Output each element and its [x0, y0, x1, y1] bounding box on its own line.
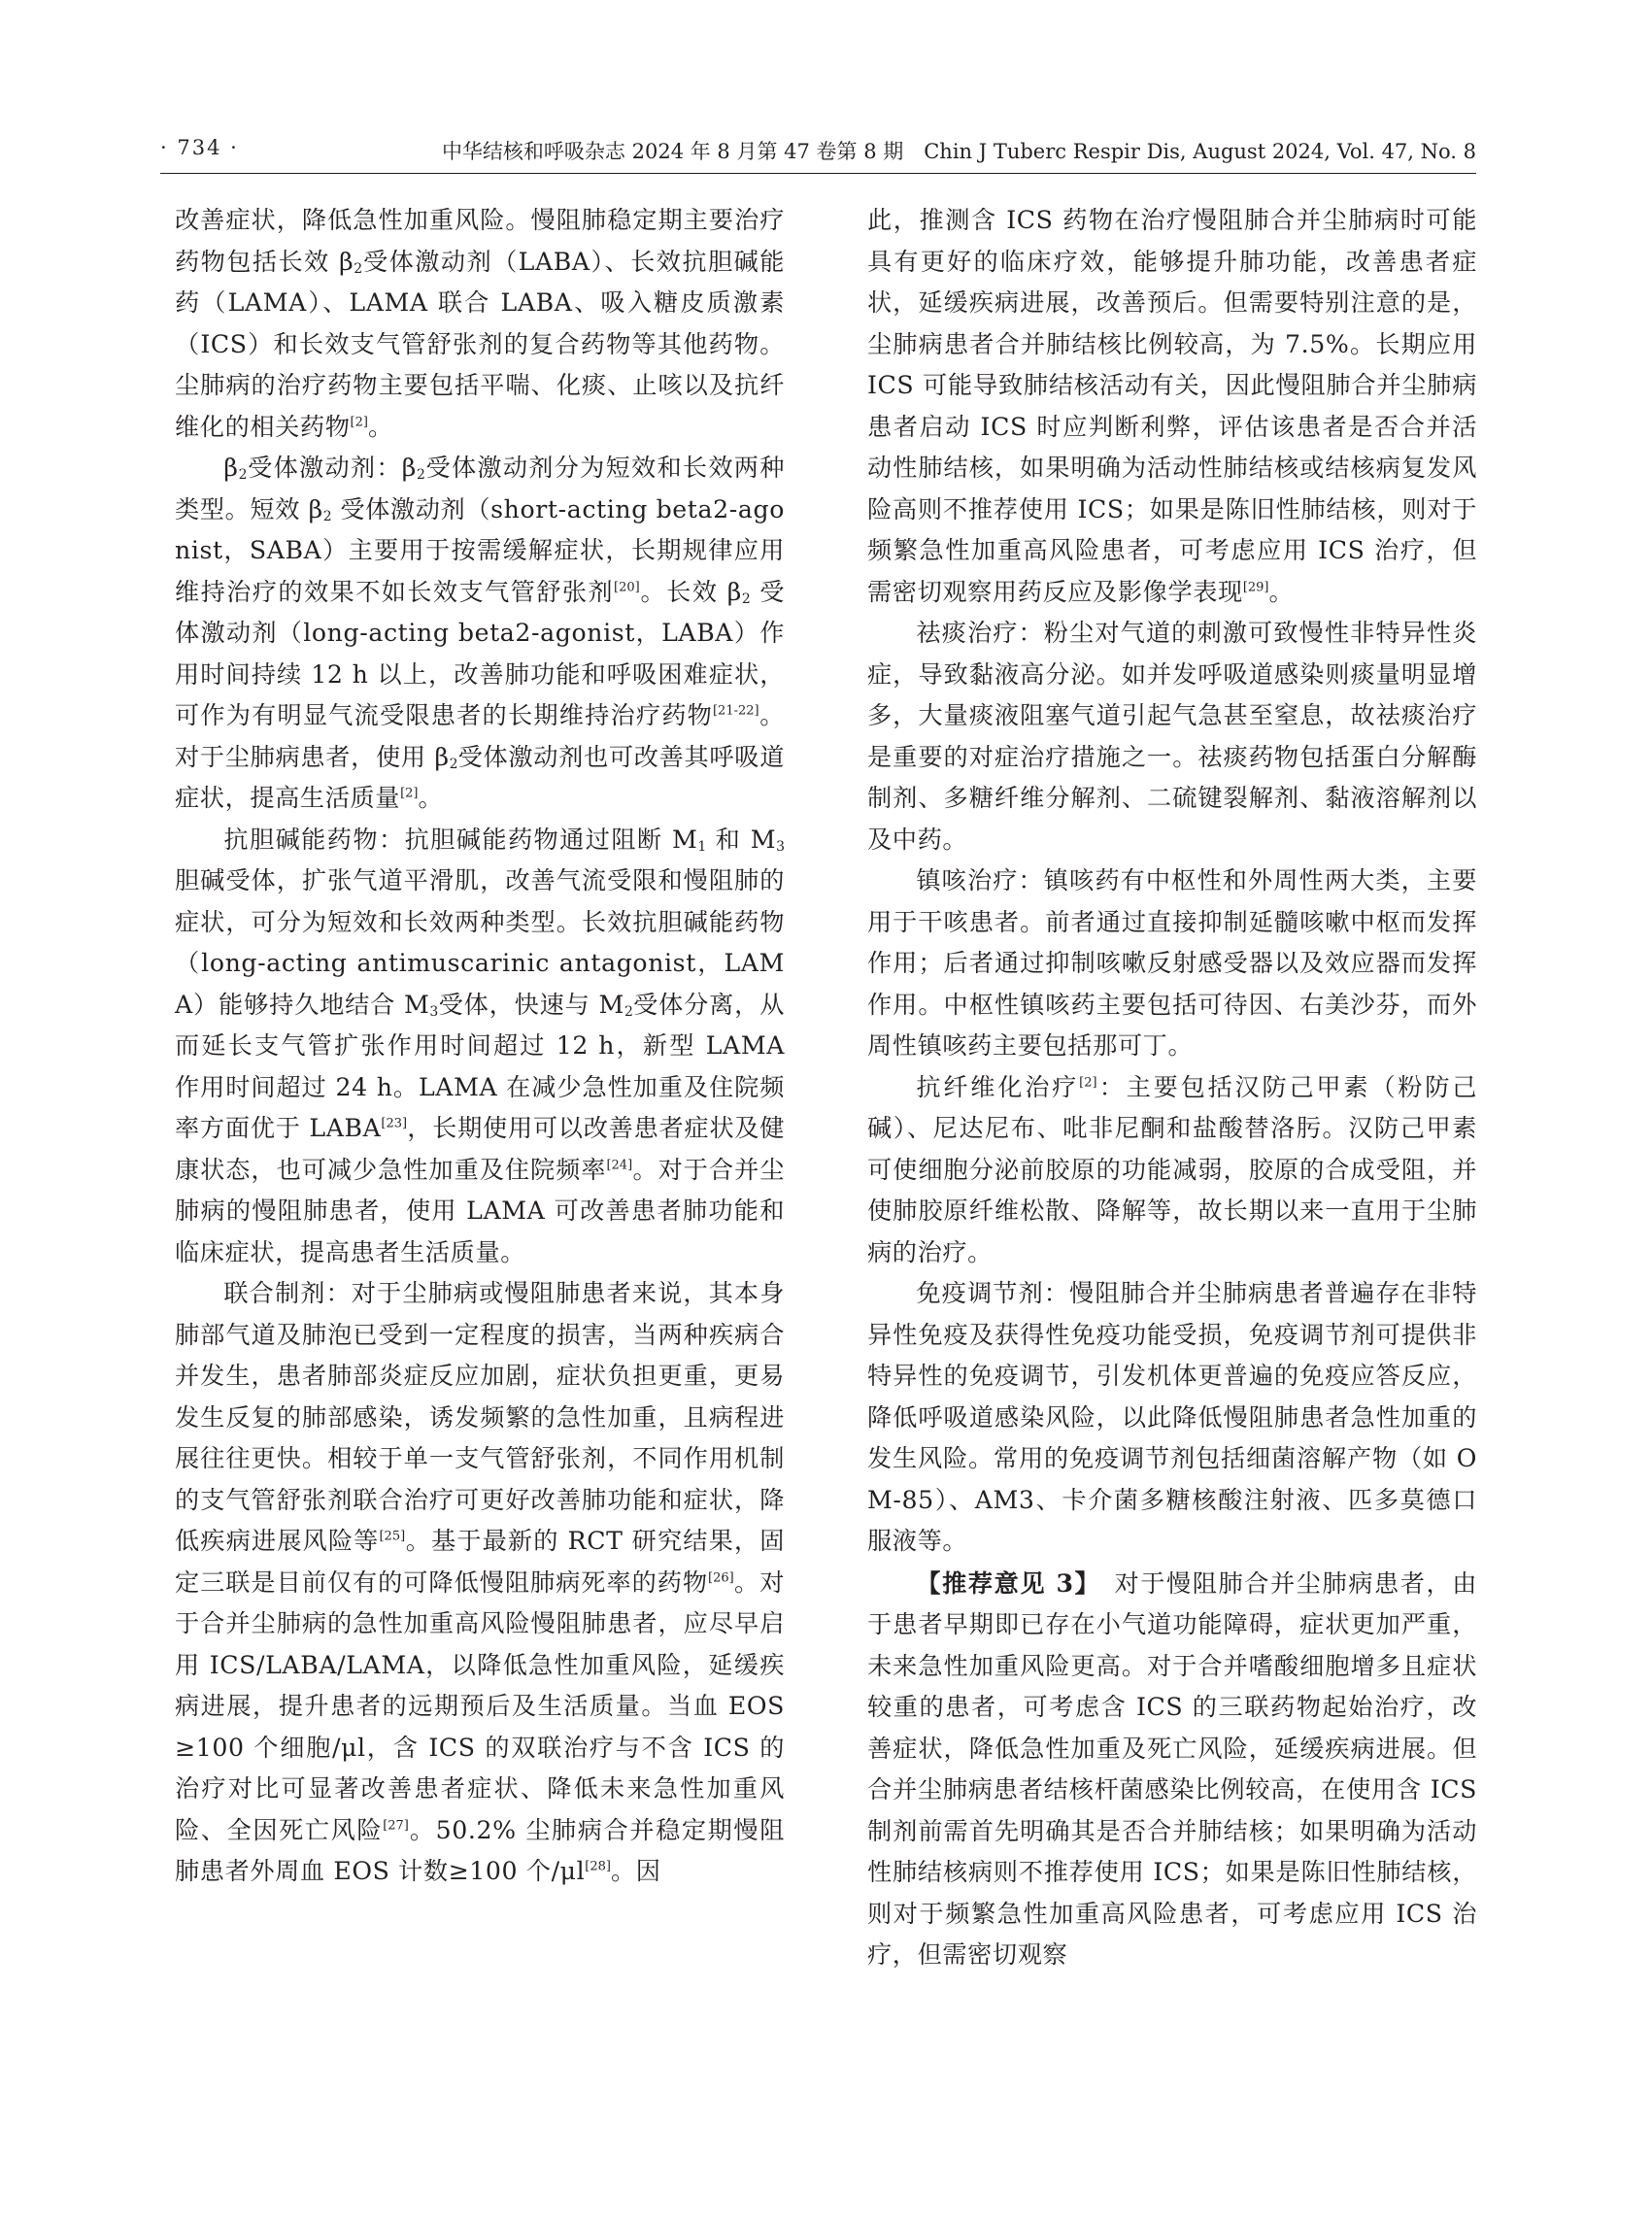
paragraph-treatment-intro: 改善症状，降低急性加重风险。慢阻肺稳定期主要治疗药物包括长效 $\beta_2$受体激动剂（LABA）、长效抗胆碱能药（LAMA）、LAMA 联合 LABA、吸入糖皮质激素（ICS）和长效支气管舒张剂的复合药物等其他药物。尘肺病的治疗药物主要包括平喘、化痰、止咳以及抗纤维化的相关药物[2]。 [175, 206, 785, 441]
paragraph-ics-continued: 此，推测含 ICS 药物在治疗慢阻肺合并尘肺病时可能具有更好的临床疗效，能够提升肺功能，改善患者症状，延缓疾病进展，改善预后。但需要特别注意的是，尘肺病患者合并肺结核比例较高，为 7.5%。长期应用 ICS 可能导致肺结核活动有关，因此慢阻肺合并尘肺病患者启动 ICS 时应判断利弊，评估该患者是否合并活动性肺结核，如果明确为活动性肺结核或结核病复发风险高则不推荐使用 ICS；如果是陈旧性肺结核，则对于频繁急性加重高风险患者，可考虑应用 ICS 治疗，但需密切观察用药反应及影像学表现[29]。 [867, 206, 1477, 606]
citation: [28] [585, 1859, 611, 1874]
running-header [160, 134, 1476, 174]
citation: [2] [350, 414, 368, 429]
citation: [21-22] [712, 703, 759, 719]
paragraph-beta2-agonists: $\beta_2$受体激动剂：$\beta_2$受体激动剂分为短效和长效两种类型。短效 $\beta_2$ 受体激动剂（short-acting beta2-agonist，SABA）主要用于按需缓解症状，长期规律应用维持治疗的效果不如长效支气管舒张剂[20]。长效 $\beta_2$ 受体激动剂（long-acting beta2-agonist，LABA）作用时间持续 12 h 以上，改善肺功能和呼吸困难症状，可作为有明显气流受限患者的长期维持治疗药物[21-22]。对于尘肺病患者，使用 $\beta_2$受体激动剂也可改善其呼吸道症状，提高生活质量[2]。 [175, 454, 785, 812]
paragraph-recommendation-3: 【推荐意见 3】 对于慢阻肺合并尘肺病患者，由于患者早期即已存在小气道功能障碍，症状更加严重，未来急性加重风险更高。对于合并嗜酸细胞增多且症状较重的患者，可考虑含 ICS 的三联药物起始治疗，改善症状，降低急性加重及死亡风险，延缓疾病进展。但合并尘肺病患者结核杆菌感染比例较高，在使用含 ICS 制剂前需首先明确其是否合并肺结核；如果明确为活动性肺结核病则不推荐使用 ICS；如果是陈旧性肺结核，则对于频繁急性加重高风险患者，可考虑应用 ICS 治疗，但需密切观察 [867, 1568, 1478, 1969]
citation: [23] [381, 1116, 408, 1131]
paragraph-expectorant: 祛痰治疗：粉尘对气道的刺激可致慢性非特异性炎症，导致黏液高分泌。如并发呼吸道感染则痰量明显增多，大量痰液阻塞气道引起气急甚至窒息，故祛痰治疗是重要的对症治疗措施之一。祛痰药物包括蛋白分解酶制剂、多糖纤维分解剂、二硫键裂解剂、黏液溶解剂以及中药。 [867, 619, 1477, 854]
citation: [2] [1079, 1074, 1097, 1090]
paragraph-immunomodulator: 免疫调节剂：慢阻肺合并尘肺病患者普遍存在非特异性免疫及获得性免疫功能受损，免疫调节剂可提供非特异性的免疫调节，引发机体更普遍的免疫应答反应，降低呼吸道感染风险，以此降低慢阻肺患者急性加重的发生风险。常用的免疫调节剂包括细菌溶解产物（如 OM-85）、AM3、卡介菌多糖核酸注射液、匹多莫德口服液等。 [867, 1279, 1477, 1555]
right-column [867, 200, 1477, 1976]
citation: [24] [606, 1157, 633, 1172]
citation: [20] [614, 579, 640, 594]
citation: [26] [708, 1569, 734, 1585]
citation: [27] [383, 1817, 409, 1833]
journal-citation: 中华结核和呼吸杂志 2024 年 8 月第 47 卷第 8 期 Chin J Tuberc Respir Dis, August 2024, Vol. 47, No. 8 [441, 140, 1476, 163]
paragraph-combination-therapy: 联合制剂：对于尘肺病或慢阻肺患者来说，其本身肺部气道及肺泡已受到一定程度的损害，当两种疾病合并发生，患者肺部炎症反应加剧，症状负担更重，更易发生反复的肺部感染，诱发频繁的急性加重，且病程进展往往更快。相较于单一支气管舒张剂，不同作用机制的支气管舒张剂联合治疗可更好改善肺功能和症状，降低疾病进展风险等[25]。基于最新的 RCT 研究结果，固定三联是目前仅有的可降低慢阻肺病死率的药物[26]。对于合并尘肺病的急性加重高风险慢阻肺患者，应尽早启用 ICS/LABA/LAMA，以降低急性加重风险，延缓疾病进展，提升患者的远期预后及生活质量。当血 EOS≥100 个细胞/μl，含 ICS 的双联治疗与不含 ICS 的治疗对比可显著改善患者症状、降低未来急性加重风险、全因死亡风险[27]。50.2% 尘肺病合并稳定期慢阻肺患者外周血 EOS 计数≥100 个/μl[28]。因 [175, 1279, 785, 1885]
recommendation-label: 【推荐意见 3】 [916, 1568, 1089, 1598]
citation: [25] [379, 1529, 406, 1544]
left-column [175, 200, 785, 1893]
citation: [29] [1242, 579, 1269, 594]
paragraph-anticholinergics: 抗胆碱能药物：抗胆碱能药物通过阻断 $M_1$ 和 $M_3$胆碱受体，扩张气道平滑肌，改善气流受限和慢阻肺的症状，可分为短效和长效两种类型。长效抗胆碱能药物（long-acting antimuscarinic antagonist，LAMA）能够持久地结合 $M_3$受体，快速与 $M_2$受体分离，从而延长支气管扩张作用时间超过 12 h，新型 LAMA 作用时间超过 24 h。LAMA 在减少急性加重及住院频率方面优于 LABA[23]，长期使用可以改善患者症状及健康状态，也可减少急性加重及住院频率[24]。对于合并尘肺病的慢阻肺患者，使用 LAMA 可改善患者肺功能和临床症状，提高患者生活质量。 [175, 825, 786, 1266]
citation: [2] [400, 786, 419, 801]
paragraph-antifibrotic: 抗纤维化治疗[2]：主要包括汉防己甲素（粉防己碱）、尼达尼布、吡非尼酮和盐酸替洛肟。汉防己甲素可使细胞分泌前胶原的功能减弱，胶原的合成受阻，并使肺胶原纤维松散、降解等，故长期以来一直用于尘肺病的治疗。 [867, 1072, 1477, 1266]
paragraph-antitussive: 镇咳治疗：镇咳药有中枢性和外周性两大类，主要用于干咳患者。前者通过直接抑制延髓咳嗽中枢而发挥作用；后者通过抑制咳嗽反射感受器以及效应器而发挥作用。中枢性镇咳药主要包括可待因、右美沙芬，而外周性镇咳药主要包括那可丁。 [867, 866, 1477, 1060]
page-number: · 734 · [160, 136, 239, 159]
